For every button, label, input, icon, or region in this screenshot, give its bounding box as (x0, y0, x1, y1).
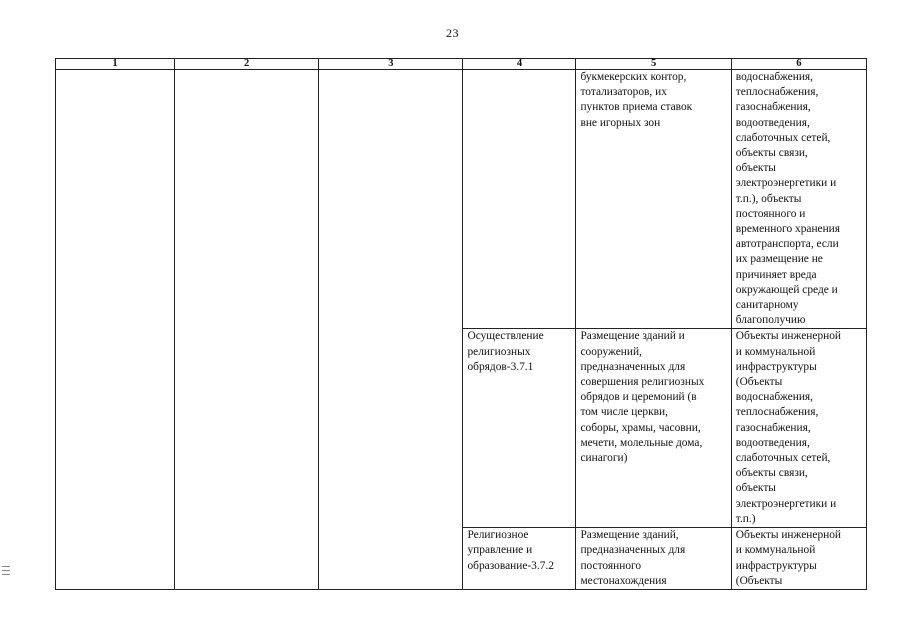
header-row (56, 59, 867, 70)
cell-col1-merged (56, 70, 175, 590)
column-header-1: 1 (56, 59, 175, 70)
table-row (56, 70, 867, 329)
cell-use-type (463, 70, 576, 329)
column-header-2: 2 (175, 59, 319, 70)
cell-description: букмекерских контор, тотализаторов, их пунктов приема ставок вне игорных зон (576, 70, 731, 329)
cell-col3-merged (319, 70, 463, 590)
cell-auxiliary-objects: Объекты инженерной и коммунальной инфраструктуры (Объекты водоснабжения, теплоснабжения, газоснабжения, водоотведения, слаботочных сетей, объекты связи, объекты электроэнергетики и т.п.) (731, 329, 866, 528)
cell-auxiliary-objects: Объекты инженерной и коммунальной инфраструктуры (Объекты (731, 528, 866, 590)
column-header-6: 6 (731, 59, 866, 70)
column-header-3: 3 (319, 59, 463, 70)
scan-margin-mark (2, 566, 10, 578)
page-number: 23 (446, 26, 459, 40)
cell-col2-merged (175, 70, 319, 590)
cell-auxiliary-objects: водоснабжения, теплоснабжения, газоснабжения, водоотведения, слаботочных сетей, объекты связи, объекты электроэнергетики и т.п.), объекты постоянного и временного хранения автотранспорта, если их размещение не причиняет вреда окружающей среде и санитарному благополучию (731, 70, 866, 329)
column-header-4: 4 (463, 59, 576, 70)
cell-use-type: Религиозное управление и образование-3.7.2 (463, 528, 576, 590)
cell-description: Размещение зданий и сооружений, предназначенных для совершения религиозных обрядов и церемоний (в том числе церкви, соборы, храмы, часовни, мечети, молельные дома, синагоги) (576, 329, 731, 528)
cell-description: Размещение зданий, предназначенных для постоянного местонахождения (576, 528, 731, 590)
column-header-5: 5 (576, 59, 731, 70)
cell-use-type: Осуществление религиозных обрядов-3.7.1 (463, 329, 576, 528)
regulations-table (55, 58, 867, 590)
